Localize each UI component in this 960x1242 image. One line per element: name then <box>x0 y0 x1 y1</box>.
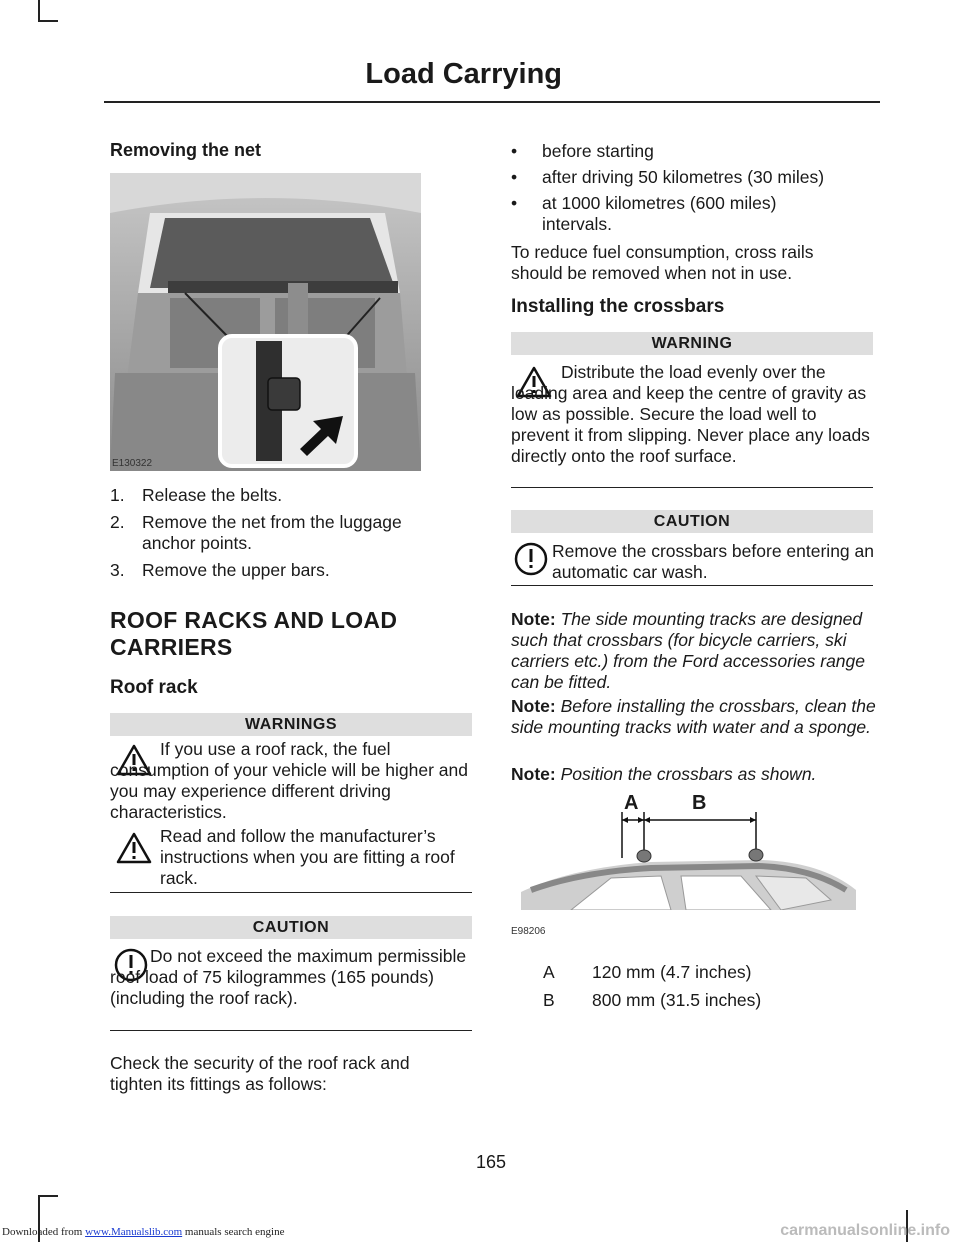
step-number: 1. <box>110 485 125 505</box>
figure-crossbar-position <box>511 790 866 940</box>
bullet-text: before starting <box>542 141 654 161</box>
watermark: carmanualsonline.info <box>780 1222 950 1239</box>
caution-text: Remove the crossbars before entering an automatic car wash. <box>552 541 874 582</box>
measurement-key: A <box>543 962 555 982</box>
figure-label-a: A <box>624 792 639 814</box>
warning-text: Read and follow the manufacturer’s instructions when you are fitting a roof rack. <box>160 826 455 888</box>
step-text: Remove the upper bars. <box>142 560 330 580</box>
crop-mark <box>38 1195 58 1197</box>
crop-mark <box>38 0 40 22</box>
figure-code: E98206 <box>511 926 546 937</box>
note-label: Note: <box>511 696 556 716</box>
removing-net-heading: Removing the net <box>110 140 262 160</box>
bullet-dot: • <box>511 141 518 161</box>
caution-label: CAUTION <box>511 510 873 533</box>
manualslib-link[interactable]: www.Manualslib.com <box>85 1226 183 1238</box>
footer-suffix: manuals search engine <box>184 1226 285 1238</box>
step-number: 3. <box>110 560 125 580</box>
bullet-text: at 1000 kilometres (600 miles) intervals. <box>542 193 777 234</box>
roof-rack-heading: Roof rack <box>110 677 198 698</box>
warning-text: Distribute the load evenly over the loading area and keep the centre of gravity as low as possible. Secure the load well to prevent it from slipping. Never place any loads directly onto the roof surface. <box>511 362 870 466</box>
security-text: Check the security of the roof rack and tighten its fittings as follows: <box>110 1053 410 1094</box>
measurement-key: B <box>543 990 555 1010</box>
step-number: 2. <box>110 512 125 532</box>
bullet-dot: • <box>511 193 518 213</box>
load-net-illustration <box>110 173 421 471</box>
warning-label: WARNING <box>511 332 873 355</box>
section-title: Load Carrying <box>365 58 562 90</box>
measurement-value: 800 mm (31.5 inches) <box>592 990 762 1010</box>
caution-circle-icon <box>514 542 548 576</box>
caution-text: Do not exceed the maximum permissible roof load of 75 kilogrammes (165 pounds) (including the roof rack). <box>110 946 467 1008</box>
divider <box>110 1030 472 1031</box>
note-label: Note: <box>511 609 556 629</box>
crossbar-diagram <box>511 790 866 940</box>
step-text: Remove the net from the luggage anchor points. <box>142 512 402 553</box>
bullet-text: after driving 50 kilometres (30 miles) <box>542 167 825 187</box>
note-text: Before installing the crossbars, clean the side mounting tracks with water and a sponge. <box>511 696 876 737</box>
divider <box>511 585 873 586</box>
warning-text: If you use a roof rack, the fuel consumption of your vehicle will be higher and you may experience different driving characteristics. <box>110 739 468 822</box>
measurement-value: 120 mm (4.7 inches) <box>592 962 752 982</box>
crop-mark <box>38 20 58 22</box>
warning-triangle-icon <box>116 832 152 864</box>
page-number: 165 <box>476 1152 507 1172</box>
note-text: Position the crossbars as shown. <box>560 764 817 784</box>
note-text: The side mounting tracks are designed such that crossbars (for bicycle carriers, ski carriers etc.) from the Ford accessories range can be fitted. <box>511 609 866 692</box>
header-rule <box>104 101 880 103</box>
roof-racks-heading: ROOF RACKS AND LOAD CARRIERS <box>110 607 398 660</box>
caution-label: CAUTION <box>110 916 472 939</box>
download-footer <box>2 1226 284 1238</box>
note-3 <box>511 764 876 785</box>
divider <box>110 892 472 893</box>
step-text: Release the belts. <box>142 485 283 505</box>
note-2 <box>511 696 876 738</box>
warnings-label: WARNINGS <box>110 713 472 736</box>
note-label: Note: <box>511 764 556 784</box>
install-heading: Installing the crossbars <box>511 296 725 317</box>
divider <box>511 487 873 488</box>
footer-prefix: Downloaded from <box>2 1226 83 1238</box>
fuel-text: To reduce fuel consumption, cross rails should be removed when not in use. <box>511 242 814 283</box>
figure-code: E130322 <box>112 458 153 469</box>
figure-load-net <box>110 173 421 471</box>
note-1 <box>511 609 871 693</box>
figure-label-b: B <box>692 792 707 814</box>
bullet-dot: • <box>511 167 518 187</box>
